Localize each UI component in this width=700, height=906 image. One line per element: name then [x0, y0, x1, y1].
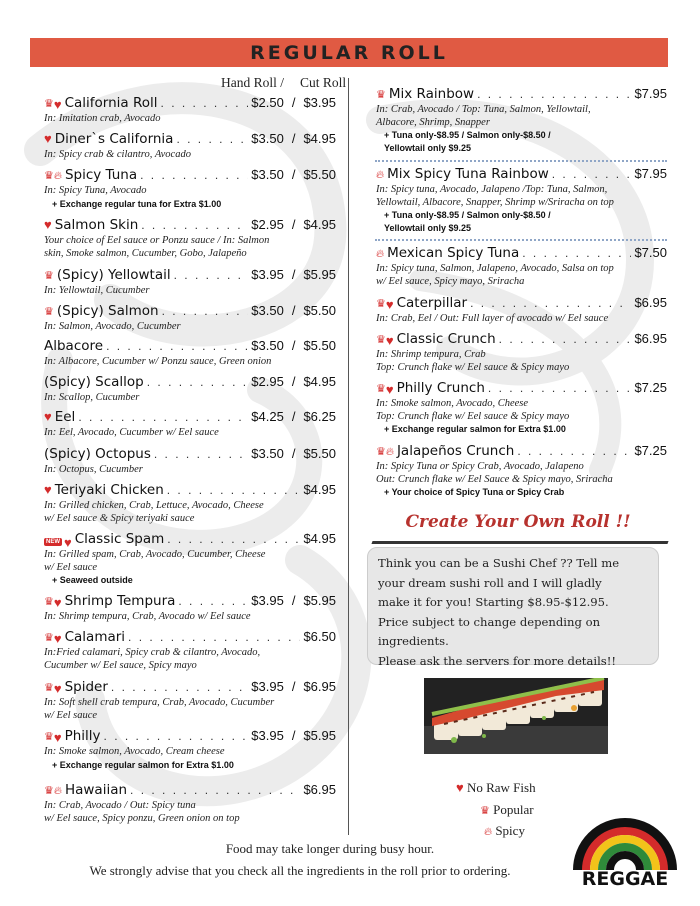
menu-item-row	[44, 338, 336, 356]
menu-item-description: In: Imitation crab, Avocado	[44, 113, 161, 124]
menu-item-row	[44, 593, 336, 611]
menu-item-note: Yellowtail only $9.25	[384, 223, 472, 233]
menu-item	[44, 95, 336, 126]
menu-item-icons	[44, 171, 62, 182]
menu-item-name: (Spicy) Scallop	[44, 374, 144, 390]
menu-item	[44, 593, 336, 624]
menu-item-icons	[44, 596, 62, 609]
menu-item-description: In: Smoke salmon, Avocado, Cheese	[376, 398, 529, 409]
title-banner	[30, 38, 668, 67]
dot-leader	[167, 483, 301, 497]
menu-item-icons	[44, 731, 62, 744]
crown-icon: ♛	[44, 170, 54, 182]
menu-item-note: + Exchange regular salmon for Extra $1.00	[384, 424, 566, 434]
menu-item	[44, 267, 336, 298]
menu-item-icons	[376, 298, 394, 311]
reggae-logo	[564, 812, 686, 890]
menu-item-description: w/ Eel sauce	[44, 561, 98, 573]
menu-item-name: California Roll	[64, 95, 158, 111]
menu-item-description: In: Spicy tuna, Salmon, Jalapeno, Avocado, Salsa on top	[376, 263, 614, 274]
crown-icon: ♛	[376, 334, 386, 346]
crown-icon: ♛	[44, 270, 54, 282]
menu-item-note: + Exchange regular salmon for Extra $1.00	[52, 759, 234, 770]
dot-leader	[128, 630, 300, 644]
flame-icon: 🔥︎	[484, 826, 493, 838]
reggae-logo-text: REGGAE	[581, 868, 669, 890]
menu-item-row	[44, 679, 336, 697]
heart-icon: ♥	[44, 482, 52, 497]
price-separator: /	[291, 409, 296, 424]
hand-roll-price: $3.50	[251, 131, 284, 146]
menu-item-description: skin, Smoke salmon, Cucumber, Gobo, Jalapeño	[44, 247, 247, 259]
crown-icon: ♛	[44, 632, 54, 644]
dot-leader	[78, 410, 248, 424]
cut-roll-price: $4.95	[303, 131, 336, 146]
menu-item	[44, 217, 336, 260]
cut-roll-price: $4.95	[303, 482, 336, 497]
dot-leader	[174, 268, 249, 282]
menu-item-description: Yellowtail, Albacore, Snapper, Shrimp w/Sriracha on top	[376, 196, 614, 208]
dotted-divider	[375, 239, 667, 241]
menu-item-description: In: Grilled chicken, Crab, Lettuce, Avocado, Cheese	[44, 500, 264, 511]
heart-icon: ♥	[385, 297, 394, 312]
menu-item-price: $7.25	[634, 443, 667, 458]
menu-item-row	[44, 409, 336, 427]
menu-item	[376, 331, 667, 374]
price-separator: /	[291, 728, 296, 743]
hand-roll-price: $2.50	[251, 95, 284, 110]
menu-item	[376, 443, 667, 499]
menu-item-note: + Tuna only-$8.95 / Salmon only-$8.50 /	[384, 130, 551, 140]
menu-item-icons	[44, 632, 62, 645]
dot-leader	[154, 447, 248, 461]
menu-item-description: In: Spicy tuna, Avocado, Jalapeno /Top: Tuna, Salmon,	[376, 184, 608, 195]
cut-roll-price: $4.95	[303, 374, 336, 389]
menu-item-icons	[376, 170, 384, 181]
menu-item-price: $7.25	[634, 380, 667, 395]
page-title: REGULAR ROLL	[250, 42, 448, 64]
dot-leader	[141, 218, 248, 232]
menu-item-description: Out: Crunch flake w/ Eel Sauce & Spicy mayo, Sriracha	[376, 473, 613, 485]
menu-item-row	[376, 295, 667, 313]
menu-item-row	[44, 95, 336, 113]
new-badge-icon: NEW	[46, 539, 60, 545]
crown-icon: ♛	[480, 805, 490, 817]
menu-item-description: w/ Eel sauce, Spicy mayo, Sriracha	[376, 275, 525, 287]
menu-item-description: In: Scallop, Cucumber	[44, 392, 140, 403]
menu-item-price: $7.95	[634, 166, 667, 181]
menu-item-row	[376, 86, 667, 104]
menu-item	[44, 482, 336, 525]
crown-icon: ♛	[44, 306, 54, 318]
menu-item-description: In: Yellowtail, Cucumber	[44, 285, 150, 296]
cut-roll-price: $5.95	[303, 593, 336, 608]
crown-icon: ♛	[44, 596, 54, 608]
menu-item	[44, 446, 336, 477]
menu-item	[44, 782, 336, 825]
cut-roll-price: $6.50	[303, 629, 336, 644]
heart-icon: ♥	[44, 409, 52, 424]
menu-item-description: In: Spicy Tuna, Avocado	[44, 185, 147, 196]
menu-item-icons	[44, 98, 62, 111]
menu-item-description: In: Grilled spam, Crab, Avocado, Cucumber, Cheese	[44, 549, 266, 560]
heart-icon: ♥	[53, 631, 62, 646]
menu-item-row	[376, 380, 667, 398]
menu-item-icons	[44, 218, 52, 231]
menu-item-icons	[44, 271, 54, 282]
menu-item-description: In: Salmon, Avocado, Cucumber	[44, 321, 181, 332]
heart-icon: ♥	[53, 595, 62, 610]
menu-item-icons	[44, 682, 62, 695]
dot-leader	[552, 167, 632, 181]
cut-roll-price: $6.95	[303, 679, 336, 694]
flame-icon: 🔥︎	[376, 248, 385, 260]
menu-item-name: Classic Spam	[74, 531, 165, 547]
price-separator: /	[291, 446, 296, 461]
menu-item-name: Albacore	[44, 338, 104, 354]
hand-roll-price: $3.95	[251, 593, 284, 608]
menu-item-price: $7.95	[634, 86, 667, 101]
menu-item-description: Top: Crunch flake w/ Eel sauce & Spicy mayo	[376, 410, 570, 422]
menu-item-description: In: Smoke salmon, Avocado, Cream cheese	[44, 746, 225, 757]
menu-item-row	[44, 303, 336, 321]
menu-item-description: Your choice of Eel sauce or Ponzu sauce / In: Salmon	[44, 235, 270, 246]
dot-leader	[111, 680, 248, 694]
legend-popular-label: Popular	[493, 802, 534, 817]
menu-item-name: (Spicy) Salmon	[56, 303, 159, 319]
menu-item-icons	[44, 536, 72, 549]
menu-item-name: Mix Spicy Tuna Rainbow	[387, 166, 549, 182]
dot-leader	[104, 729, 249, 743]
menu-item	[44, 167, 336, 211]
menu-item-note: Yellowtail only $9.25	[384, 143, 472, 153]
menu-item-description: Top: Crunch flake w/ Eel sauce & Spicy mayo	[376, 361, 570, 373]
menu-item-description: In: Soft shell crab tempura, Crab, Avocado, Cucumber	[44, 697, 275, 708]
flame-icon: 🔥︎	[53, 170, 62, 182]
cut-roll-price: $5.95	[303, 728, 336, 743]
menu-item	[376, 245, 667, 288]
cut-roll-header: Cut Roll	[300, 75, 347, 90]
flame-icon: 🔥︎	[376, 169, 385, 181]
cut-roll-price: $4.95	[303, 217, 336, 232]
menu-item	[376, 380, 667, 436]
menu-item-price: $6.95	[634, 331, 667, 346]
menu-item-description: In: Octopus, Cucumber	[44, 464, 143, 475]
menu-item-row	[376, 331, 667, 349]
cut-roll-price: $4.95	[303, 531, 336, 546]
menu-item-row	[44, 267, 336, 285]
heart-icon: ♥	[53, 97, 62, 112]
menu-item-note: + Tuna only-$8.95 / Salmon only-$8.50 /	[384, 210, 551, 220]
menu-item-note: + Exchange regular tuna for Extra $1.00	[52, 198, 222, 209]
heart-icon: ♥	[385, 333, 394, 348]
price-separator: /	[291, 374, 296, 389]
dot-leader	[162, 304, 249, 318]
hand-roll-price: $2.95	[251, 217, 284, 232]
create-roll-title: Create Your Own Roll !!	[405, 512, 631, 532]
menu-item-description: w/ Eel sauce	[44, 709, 98, 721]
menu-item-name: Jalapeños Crunch	[396, 443, 515, 459]
menu-item	[44, 679, 336, 722]
menu-item-row	[44, 446, 336, 464]
price-separator: /	[291, 267, 296, 282]
price-separator: /	[291, 303, 296, 318]
menu-item-row	[44, 531, 336, 549]
dot-leader	[140, 168, 248, 182]
create-roll-box	[367, 547, 659, 668]
cut-roll-price: $5.95	[303, 267, 336, 282]
price-separator: /	[291, 593, 296, 608]
menu-item-note: + Seaweed outside	[52, 575, 133, 585]
crown-icon: ♛	[44, 98, 54, 110]
menu-item-name: Eel	[54, 409, 76, 425]
crown-icon: ♛	[376, 298, 386, 310]
footer-note-ingredients: We strongly advise that you check all the ingredients in the roll prior to ordering.	[89, 863, 511, 878]
menu-item-description: In: Crab, Avocado / Out: Spicy tuna	[44, 800, 196, 811]
dot-leader	[499, 332, 632, 346]
heart-icon: ♥	[385, 382, 394, 397]
legend-popular	[480, 802, 534, 818]
menu-item-description: In: Shrimp tempura, Crab, Avocado w/ Eel sauce	[44, 611, 251, 622]
menu-item-name: Spicy Tuna	[64, 167, 138, 183]
menu-item-icons	[44, 786, 62, 797]
crown-icon: ♛	[44, 785, 54, 797]
menu-item-name: Mexican Spicy Tuna	[387, 245, 520, 261]
dot-leader	[130, 783, 300, 797]
menu-item-icons	[44, 410, 52, 423]
menu-item-row	[44, 629, 336, 647]
heart-icon: ♥	[456, 780, 464, 795]
menu-item-row	[44, 482, 336, 500]
menu-item-name: Spider	[64, 679, 108, 695]
menu-item	[44, 303, 336, 334]
menu-item-name: Philly Crunch	[396, 380, 485, 396]
menu-item-row	[44, 131, 336, 149]
menu-item-icons	[376, 383, 394, 396]
menu-item-description: w/ Eel sauce & Spicy teriyaki sauce	[44, 512, 195, 524]
hand-roll-price: $3.95	[251, 728, 284, 743]
legend-spicy-label: Spicy	[495, 823, 525, 838]
dot-leader	[517, 444, 631, 458]
menu-item	[44, 531, 336, 587]
column-divider	[348, 78, 349, 835]
menu-item-icons	[376, 249, 384, 260]
menu-item-name: Philly	[64, 728, 101, 744]
dot-leader	[522, 246, 631, 260]
menu-item-note: + Your choice of Spicy Tuna or Spicy Crab	[384, 487, 565, 497]
menu-item	[44, 409, 336, 440]
menu-item-icons	[44, 483, 52, 496]
hand-roll-price: $2.95	[251, 374, 284, 389]
dot-leader	[147, 375, 249, 389]
menu-item-row	[376, 443, 667, 461]
hand-roll-price: $3.50	[251, 446, 284, 461]
price-separator: /	[291, 131, 296, 146]
menu-item-icons	[44, 132, 52, 145]
price-separator: /	[291, 95, 296, 110]
crown-icon: ♛	[376, 89, 386, 101]
hand-roll-header: Hand Roll /	[221, 75, 284, 90]
hand-roll-price: $3.95	[251, 679, 284, 694]
legend-spicy	[484, 823, 525, 839]
menu-item-icons	[376, 90, 386, 101]
menu-item-row	[44, 782, 336, 800]
menu-item	[44, 131, 336, 162]
menu-item	[44, 374, 336, 405]
crown-icon: ♛	[44, 682, 54, 694]
price-separator: /	[291, 167, 296, 182]
sushi-roll-photo	[424, 678, 608, 754]
menu-item	[376, 166, 667, 235]
menu-item-name: Salmon Skin	[54, 217, 139, 233]
heart-icon: ♥	[53, 681, 62, 696]
menu-item-description: In: Shrimp tempura, Crab	[376, 349, 486, 360]
menu-item-row	[44, 167, 336, 185]
dot-leader	[477, 87, 631, 101]
menu-item-description: Cucumber w/ Eel sauce, Spicy mayo	[44, 659, 197, 671]
menu-item-icons	[44, 307, 54, 318]
cut-roll-price: $3.95	[303, 95, 336, 110]
heart-icon: ♥	[44, 131, 52, 146]
flame-icon: 🔥︎	[53, 785, 62, 797]
menu-item-description: Albacore, Shrimp, Snapper	[376, 116, 490, 128]
cut-roll-price: $6.95	[303, 782, 336, 797]
hand-roll-price: $4.25	[251, 409, 284, 424]
menu-item-name: Mix Rainbow	[388, 86, 475, 102]
flame-icon: 🔥︎	[385, 446, 394, 458]
create-roll-text: Think you can be a Sushi Chef ?? Tell me your dream sushi roll and I will gladly make it for you! Starting $8.95-$12.95. Price subject to change depending on ingredients. Please ask the servers for more details!!	[378, 556, 620, 668]
menu-item	[44, 338, 336, 369]
menu-item	[376, 86, 667, 155]
hand-roll-price: $3.50	[251, 167, 284, 182]
menu-item	[44, 629, 336, 672]
dot-leader	[178, 594, 248, 608]
crown-icon: ♛	[376, 383, 386, 395]
cut-roll-price: $5.50	[303, 303, 336, 318]
dot-leader	[106, 339, 248, 353]
legend-no-raw-fish	[456, 780, 536, 796]
legend-no-raw-label: No Raw Fish	[466, 780, 536, 795]
cut-roll-price: $6.25	[303, 409, 336, 424]
dot-leader	[161, 96, 249, 110]
menu-item-row	[44, 217, 336, 235]
menu-item-name: Shrimp Tempura	[64, 593, 176, 609]
heart-icon: ♥	[64, 534, 72, 550]
create-roll-underline	[371, 541, 668, 544]
menu-item-description: In: Crab, Avocado / Top: Tuna, Salmon, Yellowtail,	[376, 104, 591, 115]
menu-item-icons	[376, 334, 394, 347]
hand-roll-price: $3.50	[251, 303, 284, 318]
menu-item	[44, 728, 336, 772]
menu-item-description: In: Albacore, Cucumber w/ Ponzu sauce, Green onion	[44, 356, 272, 367]
footer-note-busy: Food may take longer during busy hour.	[225, 841, 435, 856]
menu-item-row	[376, 245, 667, 263]
price-separator: /	[291, 338, 296, 353]
menu-item-row	[376, 166, 667, 184]
cut-roll-price: $5.50	[303, 338, 336, 353]
dot-leader	[488, 381, 632, 395]
menu-item-description: In: Spicy crab & cilantro, Avocado	[44, 149, 191, 160]
menu-item-description: In: Spicy Tuna or Spicy Crab, Avocado, Jalapeno	[376, 461, 584, 472]
cut-roll-price: $5.50	[303, 446, 336, 461]
hand-roll-price: $3.50	[251, 338, 284, 353]
menu-item-name: Classic Crunch	[396, 331, 496, 347]
menu-item-name: Caterpillar	[396, 295, 468, 311]
dot-leader	[176, 132, 248, 146]
reggae-logo-rainbow	[564, 812, 686, 872]
cut-roll-price: $5.50	[303, 167, 336, 182]
heart-icon: ♥	[44, 217, 52, 232]
menu-item-name: Hawaiian	[64, 782, 128, 798]
menu-item-row	[44, 374, 336, 392]
menu-item	[376, 295, 667, 326]
dot-leader	[167, 532, 300, 546]
menu-item-description: In: Crab, Eel / Out: Full layer of avocado w/ Eel sauce	[376, 313, 609, 324]
menu-item-description: w/ Eel sauce, Spicy ponzu, Green onion on top	[44, 812, 240, 824]
dot-leader	[470, 296, 631, 310]
menu-item-icons	[376, 447, 394, 458]
menu-item-name: Teriyaki Chicken	[54, 482, 164, 498]
price-separator: /	[291, 679, 296, 694]
hand-roll-price: $3.95	[251, 267, 284, 282]
menu-item-name: (Spicy) Yellowtail	[56, 267, 171, 283]
crown-icon: ♛	[376, 446, 386, 458]
dotted-divider	[375, 160, 667, 162]
menu-item-price: $7.50	[634, 245, 667, 260]
price-separator: /	[291, 217, 296, 232]
menu-item-description: In: Eel, Avocado, Cucumber w/ Eel sauce	[44, 427, 219, 438]
menu-item-row	[44, 728, 336, 746]
crown-icon: ♛	[44, 731, 54, 743]
menu-item-description: In:Fried calamari, Spicy crab & cilantro, Avocado,	[44, 647, 261, 658]
menu-item-price: $6.95	[634, 295, 667, 310]
menu-item-name: (Spicy) Octopus	[44, 446, 151, 462]
menu-item-name: Diner`s California	[54, 131, 174, 147]
heart-icon: ♥	[53, 730, 62, 745]
menu-item-name: Calamari	[64, 629, 126, 645]
